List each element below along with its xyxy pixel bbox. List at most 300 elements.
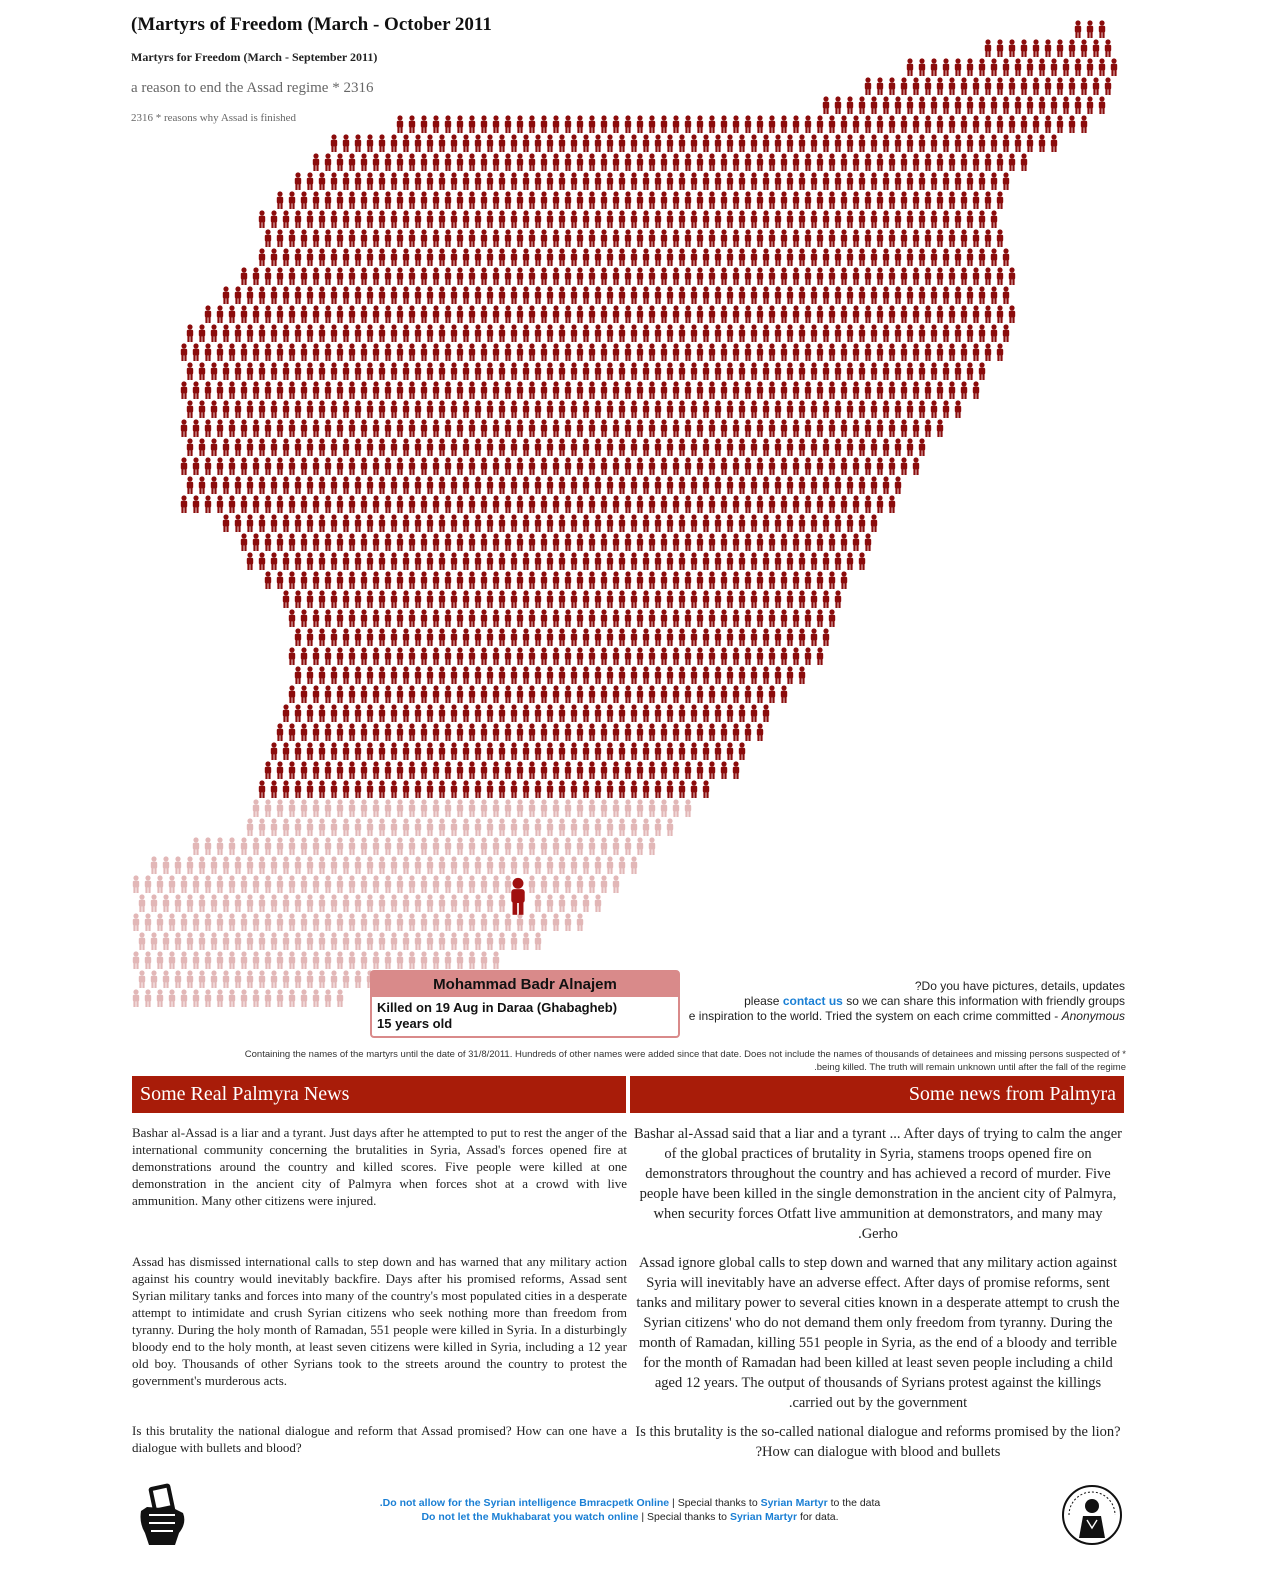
- martyr-person-icon[interactable]: [577, 229, 583, 247]
- martyr-person-icon[interactable]: [511, 210, 517, 228]
- martyr-person-icon[interactable]: [577, 685, 583, 703]
- martyr-person-icon[interactable]: [301, 267, 307, 285]
- martyr-person-icon[interactable]: [685, 685, 691, 703]
- martyr-person-icon[interactable]: [607, 324, 613, 342]
- martyr-person-icon[interactable]: [397, 723, 403, 741]
- martyr-person-icon[interactable]: [343, 970, 349, 988]
- martyr-person-icon[interactable]: [349, 267, 355, 285]
- martyr-person-icon[interactable]: [901, 305, 907, 323]
- martyr-icons[interactable]: [181, 20, 1117, 798]
- martyr-person-icon[interactable]: [787, 248, 793, 266]
- martyr-person-icon[interactable]: [361, 533, 367, 551]
- martyr-person-icon[interactable]: [817, 571, 823, 589]
- martyr-person-icon[interactable]: [865, 305, 871, 323]
- martyr-person-icon[interactable]: [277, 495, 283, 513]
- martyr-person-icon[interactable]: [229, 343, 235, 361]
- martyr-person-icon[interactable]: [355, 894, 361, 912]
- martyr-person-icon[interactable]: [295, 172, 301, 190]
- martyr-person-icon[interactable]: [505, 647, 511, 665]
- martyr-person-icon[interactable]: [667, 172, 673, 190]
- martyr-person-icon[interactable]: [373, 761, 379, 779]
- martyr-person-icon[interactable]: [385, 875, 391, 893]
- martyr-person-icon[interactable]: [235, 894, 241, 912]
- martyr-person-icon[interactable]: [289, 229, 295, 247]
- martyr-person-icon[interactable]: [331, 932, 337, 950]
- martyr-person-icon[interactable]: [715, 514, 721, 532]
- martyr-person-icon[interactable]: [313, 533, 319, 551]
- martyr-person-icon[interactable]: [583, 438, 589, 456]
- martyr-person-icon[interactable]: [571, 172, 577, 190]
- martyr-person-icon[interactable]: [841, 267, 847, 285]
- martyr-person-icon[interactable]: [655, 400, 661, 418]
- martyr-person-icon[interactable]: [913, 305, 919, 323]
- martyr-person-icon[interactable]: [499, 780, 505, 798]
- martyr-person-icon[interactable]: [391, 742, 397, 760]
- martyr-person-icon[interactable]: [475, 742, 481, 760]
- martyr-person-icon[interactable]: [295, 362, 301, 380]
- martyr-person-icon[interactable]: [1021, 39, 1027, 57]
- martyr-person-icon[interactable]: [619, 514, 625, 532]
- martyr-person-icon[interactable]: [859, 248, 865, 266]
- martyr-person-icon[interactable]: [679, 210, 685, 228]
- martyr-person-icon[interactable]: [295, 438, 301, 456]
- martyr-person-icon[interactable]: [421, 875, 427, 893]
- martyr-person-icon[interactable]: [703, 172, 709, 190]
- martyr-person-icon[interactable]: [817, 153, 823, 171]
- martyr-person-icon[interactable]: [553, 799, 559, 817]
- martyr-person-icon[interactable]: [397, 115, 403, 133]
- martyr-person-icon[interactable]: [715, 172, 721, 190]
- martyr-person-icon[interactable]: [1045, 77, 1051, 95]
- martyr-person-icon[interactable]: [979, 134, 985, 152]
- martyr-person-icon[interactable]: [367, 362, 373, 380]
- martyr-person-icon[interactable]: [319, 666, 325, 684]
- martyr-person-icon[interactable]: [589, 495, 595, 513]
- martyr-person-icon[interactable]: [559, 780, 565, 798]
- martyr-person-icon[interactable]: [295, 590, 301, 608]
- martyr-person-icon[interactable]: [403, 400, 409, 418]
- martyr-person-icon[interactable]: [529, 305, 535, 323]
- martyr-person-icon[interactable]: [877, 153, 883, 171]
- martyr-person-icon[interactable]: [763, 628, 769, 646]
- martyr-person-icon[interactable]: [637, 609, 643, 627]
- martyr-person-icon[interactable]: [457, 875, 463, 893]
- martyr-person-icon[interactable]: [637, 229, 643, 247]
- martyr-person-icon[interactable]: [727, 210, 733, 228]
- martyr-person-icon[interactable]: [991, 286, 997, 304]
- martyr-person-icon[interactable]: [463, 248, 469, 266]
- martyr-person-icon[interactable]: [529, 913, 535, 931]
- martyr-person-icon[interactable]: [847, 96, 853, 114]
- martyr-person-icon[interactable]: [355, 324, 361, 342]
- martyr-person-icon[interactable]: [883, 248, 889, 266]
- martyr-person-icon[interactable]: [403, 476, 409, 494]
- martyr-person-icon[interactable]: [571, 590, 577, 608]
- martyr-person-icon[interactable]: [475, 514, 481, 532]
- martyr-person-icon[interactable]: [397, 913, 403, 931]
- martyr-person-icon[interactable]: [565, 381, 571, 399]
- martyr-person-icon[interactable]: [487, 324, 493, 342]
- martyr-person-icon[interactable]: [373, 875, 379, 893]
- martyr-person-icon[interactable]: [559, 818, 565, 836]
- martyr-person-icon[interactable]: [367, 514, 373, 532]
- martyr-person-icon[interactable]: [1057, 39, 1063, 57]
- martyr-person-icon[interactable]: [337, 837, 343, 855]
- martyr-person-icon[interactable]: [583, 210, 589, 228]
- martyr-person-icon[interactable]: [547, 552, 553, 570]
- martyr-person-icon[interactable]: [673, 685, 679, 703]
- martyr-person-icon[interactable]: [829, 115, 835, 133]
- martyr-person-icon[interactable]: [559, 590, 565, 608]
- martyr-person-icon[interactable]: [529, 837, 535, 855]
- martyr-person-icon[interactable]: [487, 856, 493, 874]
- martyr-person-icon[interactable]: [793, 495, 799, 513]
- martyr-person-icon[interactable]: [487, 286, 493, 304]
- martyr-person-icon[interactable]: [367, 552, 373, 570]
- martyr-person-icon[interactable]: [739, 210, 745, 228]
- martyr-person-icon[interactable]: [385, 951, 391, 969]
- martyr-person-icon[interactable]: [343, 134, 349, 152]
- martyr-person-icon[interactable]: [457, 495, 463, 513]
- martyr-person-icon[interactable]: [187, 894, 193, 912]
- martyr-person-icon[interactable]: [439, 324, 445, 342]
- martyr-person-icon[interactable]: [523, 742, 529, 760]
- martyr-person-icon[interactable]: [517, 799, 523, 817]
- martyr-person-icon[interactable]: [181, 343, 187, 361]
- martyr-person-icon[interactable]: [517, 609, 523, 627]
- martyr-person-icon[interactable]: [445, 305, 451, 323]
- martyr-person-icon[interactable]: [553, 419, 559, 437]
- martyr-person-icon[interactable]: [955, 362, 961, 380]
- martyr-person-icon[interactable]: [1003, 248, 1009, 266]
- martyr-person-icon[interactable]: [757, 115, 763, 133]
- martyr-person-icon[interactable]: [649, 419, 655, 437]
- martyr-person-icon[interactable]: [799, 628, 805, 646]
- martyr-person-icon[interactable]: [1099, 96, 1105, 114]
- martyr-person-icon[interactable]: [187, 324, 193, 342]
- martyr-person-icon[interactable]: [571, 552, 577, 570]
- martyr-person-icon[interactable]: [553, 457, 559, 475]
- martyr-person-icon[interactable]: [733, 305, 739, 323]
- martyr-person-icon[interactable]: [451, 514, 457, 532]
- martyr-person-icon[interactable]: [241, 913, 247, 931]
- martyr-person-icon[interactable]: [331, 856, 337, 874]
- martyr-person-icon[interactable]: [889, 381, 895, 399]
- martyr-person-icon[interactable]: [595, 780, 601, 798]
- martyr-person-icon[interactable]: [565, 229, 571, 247]
- martyr-person-icon[interactable]: [379, 438, 385, 456]
- martyr-person-icon[interactable]: [541, 305, 547, 323]
- martyr-person-icon[interactable]: [433, 229, 439, 247]
- martyr-person-icon[interactable]: [367, 894, 373, 912]
- martyr-person-icon[interactable]: [841, 153, 847, 171]
- martyr-person-icon[interactable]: [535, 894, 541, 912]
- martyr-person-icon[interactable]: [463, 704, 469, 722]
- martyr-person-icon[interactable]: [763, 172, 769, 190]
- martyr-person-icon[interactable]: [457, 305, 463, 323]
- martyr-person-icon[interactable]: [943, 362, 949, 380]
- martyr-person-icon[interactable]: [697, 381, 703, 399]
- martyr-person-icon[interactable]: [151, 970, 157, 988]
- martyr-person-icon[interactable]: [331, 818, 337, 836]
- martyr-person-icon[interactable]: [385, 343, 391, 361]
- martyr-person-icon[interactable]: [637, 267, 643, 285]
- martyr-person-icon[interactable]: [487, 590, 493, 608]
- martyr-person-icon[interactable]: [283, 932, 289, 950]
- martyr-person-icon[interactable]: [187, 400, 193, 418]
- martyr-person-icon[interactable]: [919, 438, 925, 456]
- martyr-person-icon[interactable]: [667, 324, 673, 342]
- martyr-person-icon[interactable]: [361, 913, 367, 931]
- martyr-person-icon[interactable]: [943, 96, 949, 114]
- martyr-person-icon[interactable]: [439, 172, 445, 190]
- martyr-person-icon[interactable]: [691, 286, 697, 304]
- martyr-person-icon[interactable]: [169, 913, 175, 931]
- martyr-person-icon[interactable]: [445, 799, 451, 817]
- martyr-person-icon[interactable]: [145, 951, 151, 969]
- martyr-person-icon[interactable]: [631, 286, 637, 304]
- martyr-person-icon[interactable]: [637, 419, 643, 437]
- martyr-person-icon[interactable]: [853, 343, 859, 361]
- martyr-person-icon[interactable]: [565, 761, 571, 779]
- martyr-person-icon[interactable]: [625, 191, 631, 209]
- martyr-person-icon[interactable]: [451, 894, 457, 912]
- martyr-person-icon[interactable]: [445, 533, 451, 551]
- martyr-person-icon[interactable]: [1009, 115, 1015, 133]
- martyr-person-icon[interactable]: [373, 343, 379, 361]
- martyr-person-icon[interactable]: [781, 343, 787, 361]
- martyr-person-icon[interactable]: [691, 134, 697, 152]
- martyr-person-icon[interactable]: [505, 913, 511, 931]
- martyr-person-icon[interactable]: [517, 115, 523, 133]
- martyr-person-icon[interactable]: [679, 590, 685, 608]
- martyr-person-icon[interactable]: [583, 476, 589, 494]
- martyr-person-icon[interactable]: [817, 381, 823, 399]
- martyr-person-icon[interactable]: [499, 742, 505, 760]
- martyr-person-icon[interactable]: [421, 685, 427, 703]
- martyr-person-icon[interactable]: [421, 305, 427, 323]
- martyr-person-icon[interactable]: [655, 552, 661, 570]
- martyr-person-icon[interactable]: [385, 571, 391, 589]
- martyr-person-icon[interactable]: [469, 875, 475, 893]
- martyr-person-icon[interactable]: [541, 495, 547, 513]
- martyr-person-icon[interactable]: [451, 476, 457, 494]
- martyr-person-icon[interactable]: [547, 134, 553, 152]
- martyr-person-icon[interactable]: [505, 875, 511, 893]
- martyr-person-icon[interactable]: [433, 457, 439, 475]
- martyr-person-icon[interactable]: [811, 552, 817, 570]
- martyr-person-icon[interactable]: [247, 362, 253, 380]
- martyr-person-icon[interactable]: [373, 533, 379, 551]
- martyr-person-icon[interactable]: [613, 267, 619, 285]
- martyr-person-icon[interactable]: [433, 609, 439, 627]
- martyr-person-icon[interactable]: [409, 533, 415, 551]
- martyr-person-icon[interactable]: [367, 932, 373, 950]
- martyr-person-icon[interactable]: [319, 970, 325, 988]
- martyr-person-icon[interactable]: [583, 704, 589, 722]
- martyr-person-icon[interactable]: [751, 286, 757, 304]
- martyr-person-icon[interactable]: [547, 210, 553, 228]
- martyr-person-icon[interactable]: [379, 552, 385, 570]
- martyr-person-icon[interactable]: [445, 951, 451, 969]
- martyr-person-icon[interactable]: [907, 324, 913, 342]
- martyr-person-icon[interactable]: [241, 267, 247, 285]
- martyr-person-icon[interactable]: [175, 856, 181, 874]
- martyr-person-icon[interactable]: [553, 495, 559, 513]
- martyr-person-icon[interactable]: [313, 723, 319, 741]
- martyr-person-icon[interactable]: [439, 742, 445, 760]
- martyr-person-icon[interactable]: [265, 875, 271, 893]
- martyr-person-icon[interactable]: [817, 457, 823, 475]
- martyr-person-icon[interactable]: [721, 685, 727, 703]
- martyr-person-icon[interactable]: [631, 818, 637, 836]
- martyr-person-icon[interactable]: [1027, 58, 1033, 76]
- martyr-person-icon[interactable]: [211, 400, 217, 418]
- martyr-person-icon[interactable]: [451, 856, 457, 874]
- martyr-person-icon[interactable]: [709, 609, 715, 627]
- martyr-person-icon[interactable]: [547, 590, 553, 608]
- martyr-person-icon[interactable]: [433, 913, 439, 931]
- martyr-person-icon[interactable]: [241, 533, 247, 551]
- martyr-person-icon[interactable]: [805, 153, 811, 171]
- martyr-person-icon[interactable]: [313, 685, 319, 703]
- martyr-person-icon[interactable]: [361, 153, 367, 171]
- martyr-person-icon[interactable]: [805, 533, 811, 551]
- martyr-person-icon[interactable]: [781, 495, 787, 513]
- martyr-person-icon[interactable]: [559, 324, 565, 342]
- martyr-person-icon[interactable]: [823, 438, 829, 456]
- martyr-person-icon[interactable]: [223, 324, 229, 342]
- martyr-person-icon[interactable]: [943, 324, 949, 342]
- martyr-person-icon[interactable]: [595, 856, 601, 874]
- martyr-person-icon[interactable]: [469, 609, 475, 627]
- martyr-person-icon[interactable]: [529, 761, 535, 779]
- martyr-person-icon[interactable]: [613, 191, 619, 209]
- martyr-person-icon[interactable]: [529, 115, 535, 133]
- martyr-person-icon[interactable]: [889, 153, 895, 171]
- martyr-person-icon[interactable]: [469, 647, 475, 665]
- martyr-person-icon[interactable]: [451, 172, 457, 190]
- martyr-person-icon[interactable]: [601, 381, 607, 399]
- martyr-person-icon[interactable]: [325, 951, 331, 969]
- martyr-person-icon[interactable]: [439, 210, 445, 228]
- martyr-person-icon[interactable]: [733, 381, 739, 399]
- martyr-person-icon[interactable]: [823, 134, 829, 152]
- martyr-person-icon[interactable]: [325, 343, 331, 361]
- martyr-person-icon[interactable]: [703, 704, 709, 722]
- martyr-person-icon[interactable]: [907, 248, 913, 266]
- martyr-person-icon[interactable]: [841, 419, 847, 437]
- martyr-person-icon[interactable]: [409, 153, 415, 171]
- martyr-person-icon[interactable]: [391, 210, 397, 228]
- martyr-person-icon[interactable]: [685, 191, 691, 209]
- martyr-person-icon[interactable]: [499, 818, 505, 836]
- martyr-person-icon[interactable]: [577, 153, 583, 171]
- martyr-person-icon[interactable]: [493, 457, 499, 475]
- martyr-person-icon[interactable]: [637, 761, 643, 779]
- martyr-person-icon[interactable]: [325, 153, 331, 171]
- martyr-person-icon[interactable]: [661, 647, 667, 665]
- martyr-person-icon[interactable]: [271, 210, 277, 228]
- martyr-person-icon[interactable]: [811, 248, 817, 266]
- martyr-person-icon[interactable]: [559, 438, 565, 456]
- martyr-person-icon[interactable]: [517, 305, 523, 323]
- martyr-person-icon[interactable]: [331, 400, 337, 418]
- martyr-person-icon[interactable]: [631, 552, 637, 570]
- martyr-person-icon[interactable]: [721, 191, 727, 209]
- martyr-person-icon[interactable]: [499, 172, 505, 190]
- martyr-person-icon[interactable]: [409, 761, 415, 779]
- martyr-person-icon[interactable]: [379, 666, 385, 684]
- martyr-person-icon[interactable]: [775, 514, 781, 532]
- martyr-person-icon[interactable]: [529, 647, 535, 665]
- martyr-person-icon[interactable]: [337, 343, 343, 361]
- martyr-person-icon[interactable]: [673, 305, 679, 323]
- martyr-person-icon[interactable]: [481, 495, 487, 513]
- martyr-person-icon[interactable]: [445, 457, 451, 475]
- martyr-person-icon[interactable]: [415, 362, 421, 380]
- martyr-person-icon[interactable]: [625, 761, 631, 779]
- martyr-person-icon[interactable]: [385, 381, 391, 399]
- martyr-person-icon[interactable]: [979, 96, 985, 114]
- martyr-person-icon[interactable]: [241, 951, 247, 969]
- martyr-person-icon[interactable]: [313, 837, 319, 855]
- martyr-person-icon[interactable]: [559, 628, 565, 646]
- martyr-person-icon[interactable]: [205, 457, 211, 475]
- martyr-person-icon[interactable]: [343, 476, 349, 494]
- martyr-person-icon[interactable]: [355, 400, 361, 418]
- martyr-person-icon[interactable]: [355, 856, 361, 874]
- martyr-person-icon[interactable]: [889, 457, 895, 475]
- martyr-person-icon[interactable]: [397, 343, 403, 361]
- martyr-person-icon[interactable]: [307, 324, 313, 342]
- martyr-person-icon[interactable]: [187, 856, 193, 874]
- martyr-person-icon[interactable]: [241, 457, 247, 475]
- martyr-person-icon[interactable]: [253, 913, 259, 931]
- martyr-person-icon[interactable]: [1069, 77, 1075, 95]
- martyr-person-icon[interactable]: [661, 533, 667, 551]
- martyr-person-icon[interactable]: [703, 742, 709, 760]
- martyr-person-icon[interactable]: [1081, 39, 1087, 57]
- martyr-person-icon[interactable]: [337, 571, 343, 589]
- martyr-person-icon[interactable]: [193, 495, 199, 513]
- martyr-person-icon[interactable]: [715, 210, 721, 228]
- martyr-person-icon[interactable]: [517, 191, 523, 209]
- martyr-person-icon[interactable]: [139, 894, 145, 912]
- martyr-person-icon[interactable]: [505, 799, 511, 817]
- martyr-person-icon[interactable]: [469, 799, 475, 817]
- martyr-person-icon[interactable]: [973, 381, 979, 399]
- martyr-person-icon[interactable]: [679, 172, 685, 190]
- martyr-person-icon[interactable]: [427, 590, 433, 608]
- martyr-person-icon[interactable]: [553, 267, 559, 285]
- martyr-person-icon[interactable]: [355, 704, 361, 722]
- martyr-person-icon[interactable]: [673, 191, 679, 209]
- martyr-person-icon[interactable]: [709, 723, 715, 741]
- martyr-person-icon[interactable]: [541, 419, 547, 437]
- martyr-person-icon[interactable]: [517, 153, 523, 171]
- martyr-person-icon[interactable]: [649, 381, 655, 399]
- martyr-person-icon[interactable]: [295, 818, 301, 836]
- martyr-person-icon[interactable]: [583, 590, 589, 608]
- martyr-person-icon[interactable]: [295, 248, 301, 266]
- martyr-person-icon[interactable]: [325, 685, 331, 703]
- martyr-person-icon[interactable]: [691, 666, 697, 684]
- martyr-person-icon[interactable]: [523, 172, 529, 190]
- martyr-person-icon[interactable]: [475, 286, 481, 304]
- martyr-person-icon[interactable]: [553, 343, 559, 361]
- martyr-person-icon[interactable]: [1027, 134, 1033, 152]
